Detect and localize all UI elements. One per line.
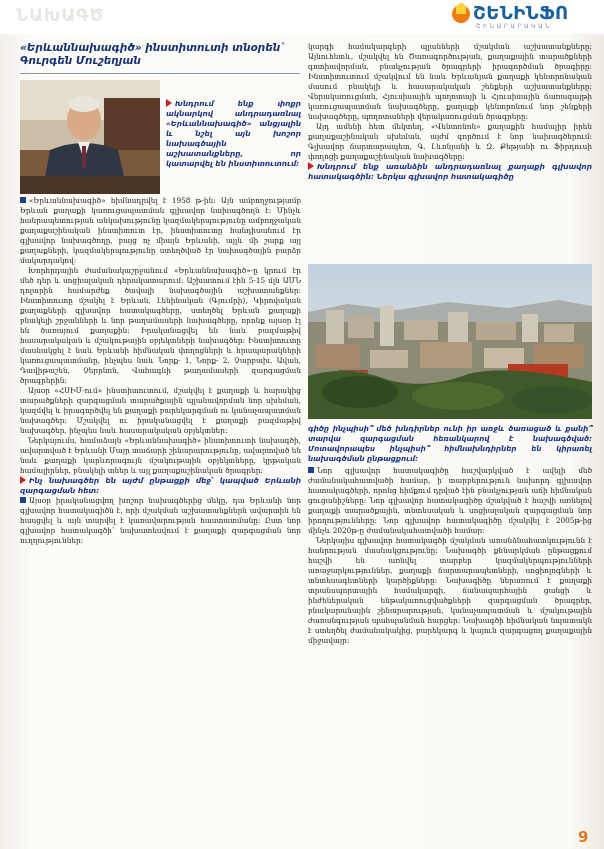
question-heading: Խնդրում ենք առանձին անդրադառնալ քաղաքի գլխավոր հատակագծին: Ներկա գլխավոր հատակագիծը — [308, 162, 592, 181]
right-column-top — [308, 42, 592, 262]
answer-marker-icon — [20, 497, 26, 503]
paragraph: Ներկայումս, համաձայն «Երևաննախագիծ» ինստիտուտի նախագծի, ավարտված է Երևանի Մայր տաճարի շինարարությունը, ավարտված են նաև քաղաքի կարևորագույն մշակութային օբյեկտները, կրթական համալիրներ, բնակելի տներ և այլ քաղաքաշինական ծրագրեր: — [20, 436, 301, 475]
city-panorama — [308, 264, 592, 419]
portrait-image — [20, 80, 160, 194]
question-marker-icon — [20, 476, 26, 484]
photo-caption: գիծը ինչպիսի՞ մեծ խնդիրներ ունի իր առջև ծառացած և քանի՞ տարվա զարգացման հեռանկարով է նախագծված: Մոտավորապես ինչպիսի՞ հիմնախնդիրներ են կիրառել նախագծման ընթացքում: — [308, 424, 592, 463]
paragraph: Խորհրդային ժամանակաշրջանում «Երևաննախագիծ»-ը կրում էր մեծ դեր և սոցիալական դերակատարում: Աշխատում էին 5-15 մլն ԱՄՆ դոլարին համարժեք ծավալի նախագծային աշխատանքներ: Ինստիտուտը մշակել է Երևան, Լենինական (Գյումրի), Կիրովական քաղաքների գլխավոր հատակագծերը, ստեղծել Երևան քաղաքի բնակելի շրջանների և նոր թաղամասերի նախագծերը, որոնք այսօր էլ են ծառայում քաղաքին: Իրականացվել են նաև բազմաթիվ հասարակական և մշակութային օբյեկտների նախագծեր: Ինստիտուտը մասնակցել է նաև Երևանի հիմնական փողոցների և հրապարակների կառուցապատմանը, ինչպես նաև Նորք- 1, Նորք- 2, Չարբախ, Ավան, Դավիթաշեն, Չերրնոն, Վահագնի թաղամասերի զարգացման ծրագրերին: — [20, 266, 301, 385]
publication-logo — [452, 4, 592, 32]
left-column — [20, 196, 301, 824]
title-divider — [20, 73, 300, 74]
answer-marker-icon — [20, 197, 26, 203]
paragraph: Նոր գլխավոր հատակագիծը հաշվարկված է ավելի մեծ ժամանակահատվածի համար, ի տարբերություն նախորդ գլխավոր հատակագծերի, որոնց հիմքում դրված էին բնակչության աճի հիմնական ցուցանիշները: Նոր գլխավոր հատակագիծը մշակված է հաշվի առնելով քաղաքի տարածքային, տնտեսական և սոցիալական զարգացման նոր իրողությունները: Նոր գլխավոր հատակագիծը մշակվել է 2005թ-ից մինչև 2020թ-ը ժամանակահատվածի համար: — [308, 466, 592, 535]
masthead — [0, 0, 604, 34]
paragraph: Այսօր իրականացվող խոշոր նախագծերից մեկը, դա Երևանի նոր գլխավոր հատակագիծն է, որի մշակման աշխատանքներն ավարտին են հասցվել և այն տարվել է կառավարության հաստատմանը: Ըստ նոր գլխավոր հատակագծի՝ նախատեսվում է քաղաքի զարգացման նոր ուղղություններ: — [20, 496, 301, 545]
question-heading: Ինչ նախագծեր են այժմ ընթացքի մեջ՝ կապված Երևանի զարգացման հետ: — [20, 476, 301, 495]
question-intro — [166, 99, 301, 169]
paragraph: Այսօր «ՀՍԻՄ-ում» ինստիտուտում, մշակվել է քաղաքի և հարակից տարածքների զարգացման տարածքային պլանավորման նոր սխեման, կազմվել և իրագործվել են քաղաքի բարեկարգման ու կանաչապատման նախագծեր: Մշակվել ու իրականացվել է քաղաքի բազմաթիվ նախագծեր, ինչպես նաև հասարակական օբյեկտներ: — [20, 386, 301, 435]
question-marker-icon — [166, 99, 172, 107]
answer-marker-icon — [308, 467, 314, 473]
paragraph: «Երևաննախագիծ» հիմնադրվել է 1958 թ-ին: Այն ամբողջությամբ Երևան քաղաքի կառուցապատման գլխավոր նախագծողն է: Մինչև հանրապետության անկախությունը կազմակերպությունը ամբողջական քաղաքաշինական ինստիտուտ էր, ինստիտուտը հանդիսանում էր գլխավոր նախագծողը, բայց ոչ միայն Երևանի, այլև մի շարք այլ քաղաքների, կազմակերպությունը ստեղծված էր նախագծային բարձր մակարդակով: — [20, 196, 301, 265]
paragraph: Այդ ամենի հետ մեկտեղ, «Վենտոնոն» քաղաքին համալիր իրեն քաղաքաշինական սխեման, այժմ գործում է նոր նախագծերում: Գլխավոր ճարտարապետ, Գ. Լևոնյանի և Զ. Քեթյանի ու Ֆիրդուսի փողոցի քաղաքաշինական նախագծերը: — [308, 122, 592, 161]
page-number: 9 — [578, 828, 589, 846]
section-heading: ՆԱԽԱԳԾ — [16, 6, 104, 26]
question-text: Խնդրում ենք փոքր ակնարկով անդրադառնալ «Երևաննախագիծ» անցյալին և նշել այն խոշոր նախագծային աշխատանքները, որ կատարվել են ինստիտուտում: — [166, 99, 301, 168]
question-marker-icon — [308, 162, 314, 170]
city-image — [308, 264, 592, 419]
director-portrait — [20, 80, 160, 194]
logo-subtitle: ՇԻՆԱՐԱՐԱԿԱՆ — [476, 23, 553, 30]
paragraph: Ներկայիս գլխավոր հատակագծի մշակման առանձնահատկությունն է հանրության մասնակցությունը: Նախագծի քննարկման ընթացքում հաշվի են առնվել տարբեր կազմակերպությունների առաջարկություններ, քաղաքի ճարտարապետների, սոցիոլոգների և տնտեսագետների կարծիքները: Նախագիծը ներառում է քաղաքի տրանսպորտային համակարգի, ճանապարհային ցանցի և ինժեներական ենթակառուցվածքների զարգացման ծրագրեր, բնակարանային շինարարության, կանաչապատման և մշակութային ժառանգության պահպանման հարցեր: Նախագծի հիմնական նպատակն է ստեղծել ժամանակակից, բարեկարգ և կայուն զարգացող քաղաքային միջավայր: — [308, 536, 592, 645]
article-title: «Երևաննախագիծ» ինստիտուտի տնօրեն` Գուրգեն Մուշեղյան — [20, 42, 286, 67]
right-column-bottom — [308, 466, 592, 824]
flame-icon — [452, 5, 470, 23]
paragraph: կարգի համակարգերի պլանների մշակման աշխատանքները: Այնուհետև, մշակվել են Ծառագործության, քաղաքային տարածքների գոտիավորման, բնակչության ծրագրերի իրագործման ծրագիրը: Ինստիտուտում մշակվում են նաև Երևանյան քաղաքի կենտրոնական մասում բնակելի և հասարակական շենքերի աշխատանքները: Վերակառուցման, Հյուսիսային պողոտայի և Հյուսիսային ճառագայթի կառուցապատման նախագծերը, քաղաքի կենտրոնում նոր շենքերի նախագծերը, պողոտաների վերակառուցման ծրագրերը: — [308, 42, 592, 121]
logo-name: ՇԵՆԻՆՖՈ — [473, 3, 569, 24]
